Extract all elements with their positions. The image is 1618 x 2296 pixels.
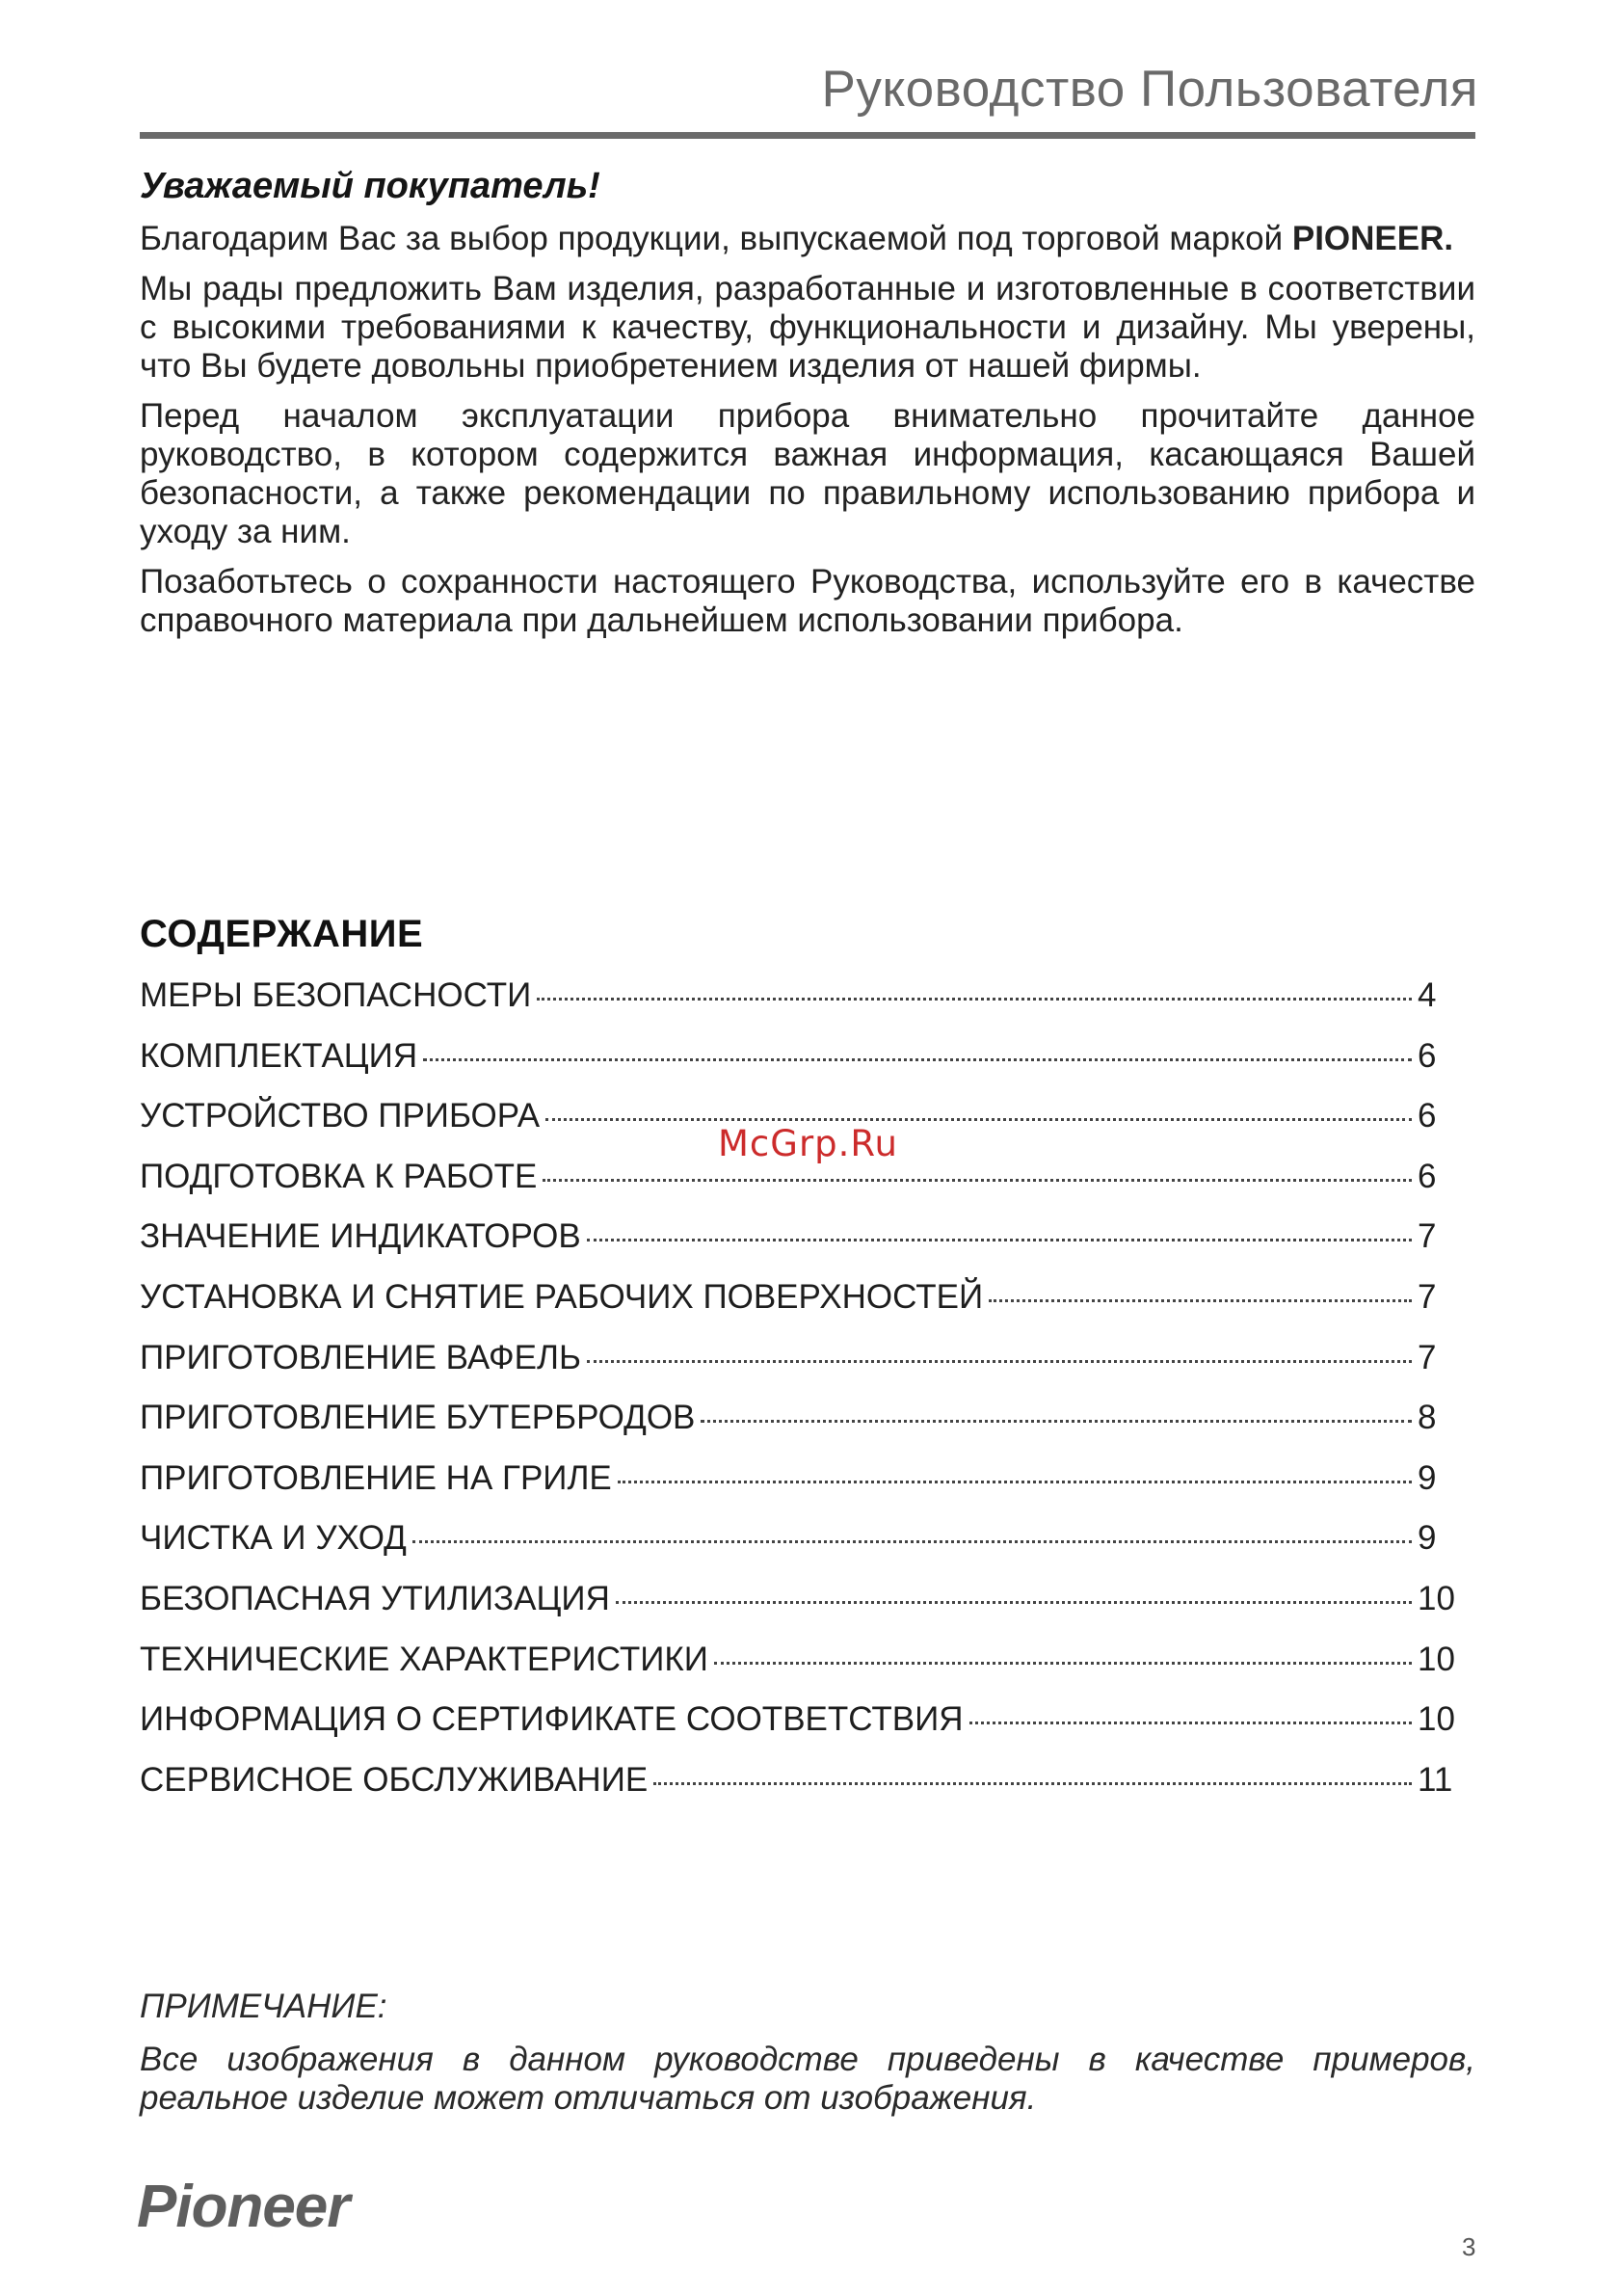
toc-item[interactable] (140, 1700, 1460, 1761)
toc-leader-dots (653, 1782, 1412, 1785)
intro-paragraph-1 (140, 220, 1475, 258)
toc-leader-dots (714, 1662, 1412, 1665)
toc-item-label: ПОДГОТОВКА К РАБОТЕ (140, 1157, 538, 1195)
table-of-contents (140, 976, 1460, 1821)
toc-leader-dots (545, 1118, 1412, 1121)
toc-item-label: УСТАНОВКА И СНЯТИЕ РАБОЧИХ ПОВЕРХНОСТЕЙ (140, 1277, 984, 1316)
watermark: McGrp.Ru (718, 1123, 898, 1164)
toc-item-label: ПРИГОТОВЛЕНИЕ ВАФЕЛЬ (140, 1338, 581, 1376)
toc-item[interactable] (140, 1761, 1460, 1822)
toc-item-page: 6 (1418, 1157, 1437, 1195)
toc-item[interactable] (140, 1037, 1460, 1098)
toc-leader-dots (587, 1239, 1412, 1241)
toc-item-label: ПРИГОТОВЛЕНИЕ БУТЕРБРОДОВ (140, 1399, 696, 1437)
toc-item-label: КОМПЛЕКТАЦИЯ (140, 1036, 418, 1075)
toc-item-page: 7 (1418, 1217, 1437, 1256)
note-text: Все изображения в данном руководстве приведены в качестве примеров, реальное изделие может отличаться от изображения. (140, 2041, 1475, 2117)
toc-item-label: ТЕХНИЧЕСКИЕ ХАРАКТЕРИСТИКИ (140, 1640, 708, 1678)
toc-leader-dots (616, 1601, 1412, 1604)
toc-leader-dots (989, 1299, 1412, 1302)
toc-leader-dots (543, 1179, 1412, 1182)
intro-paragraph-1-text: Благодарим Вас за выбор продукции, выпускаемой под торговой маркой (140, 220, 1292, 257)
toc-item-page: 8 (1418, 1399, 1437, 1437)
toc-item[interactable] (140, 976, 1460, 1037)
toc-item-page: 10 (1418, 1579, 1455, 1617)
toc-item[interactable] (140, 1580, 1460, 1641)
toc-leader-dots (412, 1540, 1412, 1543)
toc-leader-dots (618, 1481, 1412, 1483)
toc-item[interactable] (140, 1641, 1460, 1701)
toc-item[interactable] (140, 1339, 1460, 1400)
toc-item-label: ИНФОРМАЦИЯ О СЕРТИФИКАТЕ СООТВЕТСТВИЯ (140, 1700, 964, 1739)
toc-item-label: УСТРОЙСТВО ПРИБОРА (140, 1097, 541, 1135)
toc-item-label: ЧИСТКА И УХОД (140, 1519, 407, 1558)
page-header-title: Руководство Пользователя (821, 61, 1478, 118)
toc-item-label: БЕЗОПАСНАЯ УТИЛИЗАЦИЯ (140, 1579, 610, 1617)
toc-title: СОДЕРЖАНИЕ (140, 913, 424, 955)
toc-item[interactable] (140, 1399, 1460, 1459)
note-label: ПРИМЕЧАНИЕ: (140, 1988, 387, 2025)
toc-item-page: 4 (1418, 976, 1437, 1014)
toc-item-page: 9 (1418, 1458, 1437, 1497)
toc-item-page: 11 (1418, 1760, 1453, 1799)
toc-item-label: СЕРВИСНОЕ ОБСЛУЖИВАНИЕ (140, 1760, 649, 1799)
greeting-heading: Уважаемый покупатель! (140, 166, 600, 206)
intro-section (140, 220, 1475, 652)
pioneer-logo: Pioneer (137, 2174, 350, 2240)
toc-leader-dots (423, 1058, 1412, 1061)
toc-item-page: 6 (1418, 1097, 1437, 1135)
toc-leader-dots (537, 998, 1412, 1001)
toc-item-page: 10 (1418, 1640, 1455, 1678)
toc-item-label: ПРИГОТОВЛЕНИЕ НА ГРИЛЕ (140, 1458, 612, 1497)
header-divider (140, 132, 1475, 139)
toc-leader-dots (701, 1420, 1412, 1423)
intro-paragraph-2: Мы рады предложить Вам изделия, разработанные и изготовленные в соответствии с высокими требованиями к качеству, функциональности и дизайну. Мы уверены, что Вы будете довольны приобретением изделия от нашей фирмы. (140, 270, 1475, 385)
toc-item[interactable] (140, 1217, 1460, 1278)
brand-name: PIONEER. (1291, 220, 1454, 257)
page-number: 3 (1462, 2232, 1476, 2261)
toc-item[interactable] (140, 1519, 1460, 1580)
toc-item-label: ЗНАЧЕНИЕ ИНДИКАТОРОВ (140, 1217, 581, 1256)
toc-item-label: МЕРЫ БЕЗОПАСНОСТИ (140, 976, 532, 1014)
toc-item[interactable] (140, 1459, 1460, 1520)
toc-item-page: 7 (1418, 1277, 1437, 1316)
toc-item-page: 10 (1418, 1700, 1455, 1739)
toc-item-page: 6 (1418, 1036, 1437, 1075)
intro-paragraph-3: Перед началом эксплуатации прибора внимательно прочитайте данное руководство, в котором содержится важная информация, касающаяся Вашей безопасности, а также рекомендации по правильному использованию прибора и уходу за ним. (140, 397, 1475, 550)
toc-item-page: 7 (1418, 1338, 1437, 1376)
toc-leader-dots (969, 1722, 1412, 1724)
toc-item-page: 9 (1418, 1519, 1437, 1558)
toc-leader-dots (587, 1360, 1412, 1363)
toc-item[interactable] (140, 1278, 1460, 1339)
toc-item[interactable] (140, 1158, 1460, 1218)
intro-paragraph-4: Позаботьтесь о сохранности настоящего Руководства, используйте его в качестве справочного материала при дальнейшем использовании прибора. (140, 563, 1475, 639)
